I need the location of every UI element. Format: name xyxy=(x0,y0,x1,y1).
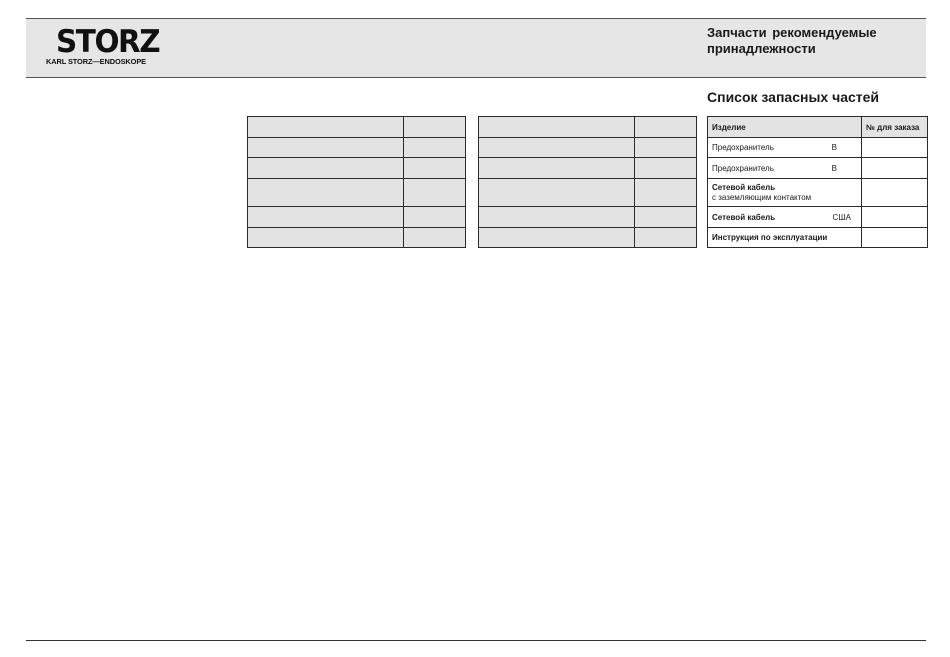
order-number-cell xyxy=(862,158,928,179)
table-row xyxy=(708,228,928,248)
column-header-item: Изделие xyxy=(708,117,862,138)
karl-storz-logo xyxy=(46,26,158,70)
blank-cell xyxy=(248,179,404,207)
logo-wordmark: STORZ xyxy=(56,24,160,60)
blank-cell xyxy=(404,179,466,207)
item-unit: США xyxy=(832,212,851,222)
blank-cell xyxy=(479,179,635,207)
blank-cell xyxy=(479,117,635,138)
blank-cell xyxy=(248,228,404,248)
table-row xyxy=(708,158,928,179)
blank-cell xyxy=(404,228,466,248)
blank-cell xyxy=(404,207,466,228)
item-label: Сетевой кабель xyxy=(712,183,776,192)
item-label: Предохранитель xyxy=(712,143,774,152)
item-unit: В xyxy=(831,143,837,152)
spare-parts-table xyxy=(707,116,928,248)
item-label: Сетевой кабель xyxy=(712,212,776,222)
table-row xyxy=(708,207,928,228)
order-number-cell xyxy=(862,207,928,228)
blank-cell xyxy=(248,138,404,158)
blank-cell xyxy=(635,228,697,248)
blank-table-middle xyxy=(478,116,697,248)
logo-tagline: KARL STORZ—ENDOSKOPE xyxy=(46,57,146,66)
order-number-cell xyxy=(862,228,928,248)
footer-rule xyxy=(26,640,926,641)
table-row xyxy=(708,179,928,207)
blank-cell xyxy=(479,158,635,179)
blank-table-left xyxy=(247,116,466,248)
blank-cell xyxy=(479,228,635,248)
blank-cell xyxy=(248,207,404,228)
blank-cell xyxy=(404,138,466,158)
section-heading: Список запасных частей xyxy=(707,89,880,105)
blank-cell xyxy=(635,117,697,138)
item-label: Предохранитель xyxy=(712,163,774,173)
table-header-row xyxy=(708,117,928,138)
item-subtext: с заземляющим контактом xyxy=(712,193,812,202)
column-header-order-number: № для заказа xyxy=(862,117,928,138)
blank-cell xyxy=(635,158,697,179)
order-number-cell xyxy=(862,179,928,207)
blank-cell xyxy=(404,117,466,138)
blank-cell xyxy=(635,179,697,207)
item-unit: В xyxy=(831,163,837,173)
page-title: Запчасти рекомендуемые принадлежности xyxy=(707,25,877,56)
blank-cell xyxy=(635,207,697,228)
blank-cell xyxy=(248,117,404,138)
blank-cell xyxy=(479,207,635,228)
blank-cell xyxy=(248,158,404,179)
item-label: Инструкция по эксплуатации xyxy=(712,233,828,242)
order-number-cell xyxy=(862,138,928,158)
blank-cell xyxy=(479,138,635,158)
table-row xyxy=(708,138,928,158)
blank-cell xyxy=(404,158,466,179)
blank-cell xyxy=(635,138,697,158)
